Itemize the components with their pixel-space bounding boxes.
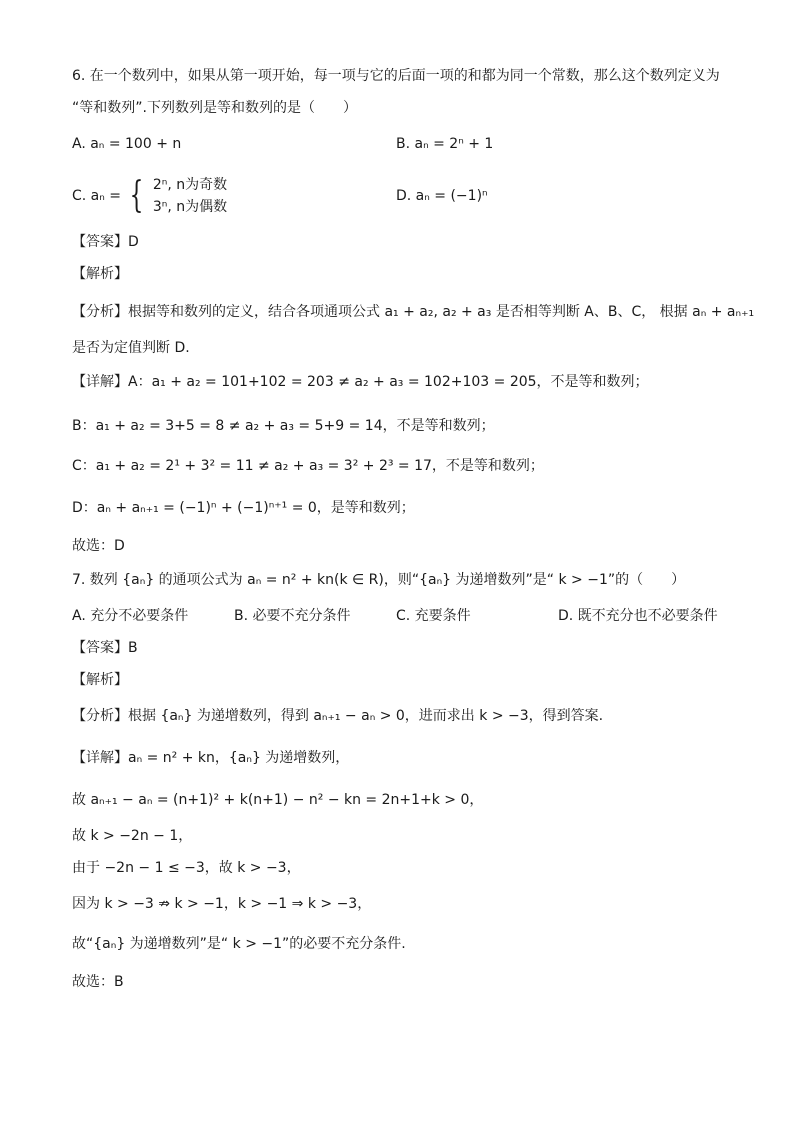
q6-option-c-case-odd: 2ⁿ, n为奇数 bbox=[152, 177, 228, 193]
q6-detail-d: D：aₙ + aₙ₊₁ = (−1)ⁿ + (−1)ⁿ⁺¹ = 0，是等和数列； bbox=[72, 500, 415, 516]
q7-option-a: A. 充分不必要条件 bbox=[72, 608, 189, 624]
q7-detail-3: 故 k > −2n − 1， bbox=[72, 828, 193, 844]
q6-detail-b: B：a₁ + a₂ = 3+5 = 8 ≠ a₂ + a₃ = 5+9 = 14，不是等和数列； bbox=[72, 418, 495, 434]
q7-analysis-title: 【解析】 bbox=[72, 672, 128, 688]
q7-option-d: D. 既不充分也不必要条件 bbox=[558, 608, 718, 624]
q6-option-c-case-even: 3ⁿ, n为偶数 bbox=[152, 199, 228, 215]
q7-detail-5: 因为 k > −3 ⇏ k > −1，k > −1 ⇒ k > −3， bbox=[72, 896, 372, 912]
q7-choose: 故选：B bbox=[72, 974, 124, 990]
q6-option-c bbox=[72, 174, 227, 218]
q6-stem-line-1: 6. 在一个数列中，如果从第一项开始，每一项与它的后面一项的和都为同一个常数，那么这个数列定义为 bbox=[72, 68, 720, 84]
q7-fenxi: 【分析】根据 {aₙ} 为递增数列，得到 aₙ₊₁ − aₙ > 0，进而求出 k > −3，得到答案. bbox=[72, 708, 604, 724]
q6-detail-c: C：a₁ + a₂ = 2¹ + 3² = 11 ≠ a₂ + a₃ = 3² + 2³ = 17，不是等和数列； bbox=[72, 458, 544, 474]
q6-option-a: A. aₙ = 100 + n bbox=[72, 136, 182, 152]
q6-detail-a: 【详解】A：a₁ + a₂ = 101+102 = 203 ≠ a₂ + a₃ = 102+103 = 205，不是等和数列； bbox=[72, 374, 649, 390]
q7-answer: 【答案】B bbox=[72, 640, 138, 656]
q7-detail-1: 【详解】aₙ = n² + kn，{aₙ} 为递增数列， bbox=[72, 750, 350, 766]
q7-option-b: B. 必要不充分条件 bbox=[234, 608, 351, 624]
brace-icon: { bbox=[130, 175, 144, 216]
q7-option-c: C. 充要条件 bbox=[396, 608, 471, 624]
q6-fenxi-line-2: 是否为定值判断 D. bbox=[72, 340, 190, 356]
q6-stem-line-2: “等和数列”.下列数列是等和数列的是（ ） bbox=[72, 100, 357, 116]
q6-analysis-title: 【解析】 bbox=[72, 266, 128, 282]
q6-option-d: D. aₙ = (−1)ⁿ bbox=[396, 188, 488, 204]
q6-fenxi-line-1: 【分析】根据等和数列的定义，结合各项通项公式 a₁ + a₂, a₂ + a₃ 是否相等判断 A、B、C， 根据 aₙ + aₙ₊₁ bbox=[72, 304, 755, 320]
q6-choose: 故选：D bbox=[72, 538, 125, 554]
q7-detail-2: 故 aₙ₊₁ − aₙ = (n+1)² + k(n+1) − n² − kn = 2n+1+k > 0， bbox=[72, 792, 484, 808]
q7-stem: 7. 数列 {aₙ} 的通项公式为 aₙ = n² + kn(k ∈ R)，则“{aₙ} 为递增数列”是“ k > −1”的（ ） bbox=[72, 572, 686, 588]
q7-detail-6: 故“{aₙ} 为递增数列”是“ k > −1”的必要不充分条件. bbox=[72, 936, 406, 952]
q6-option-b: B. aₙ = 2ⁿ + 1 bbox=[396, 136, 494, 152]
q7-detail-4: 由于 −2n − 1 ≤ −3，故 k > −3， bbox=[72, 860, 301, 876]
q6-option-c-cases bbox=[153, 174, 227, 218]
q6-option-c-label: C. aₙ = bbox=[72, 188, 122, 204]
q6-answer: 【答案】D bbox=[72, 234, 139, 250]
